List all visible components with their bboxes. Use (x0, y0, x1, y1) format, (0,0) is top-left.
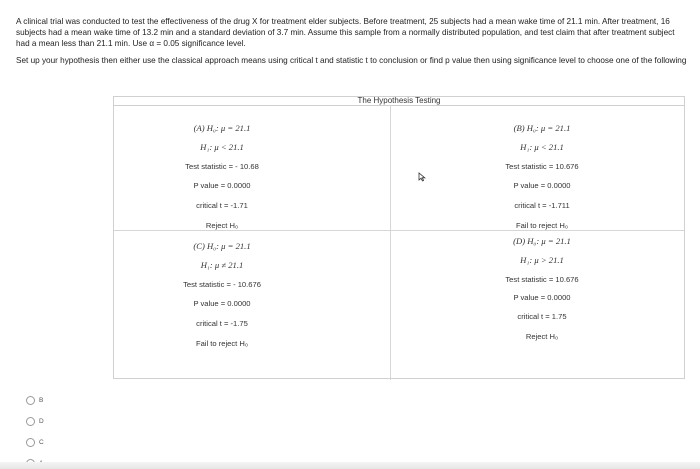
option-a-p-value: P value = 0.0000 (193, 181, 251, 190)
vertical-divider (390, 105, 391, 380)
option-c-critical-t: critical t = -1.75 (196, 319, 248, 328)
option-a-decision: Reject H₀ (205, 221, 239, 230)
option-d-test-statistic: Test statistic = 10.676 (505, 275, 579, 284)
option-d-critical-t: critical t = 1.75 (517, 312, 567, 321)
option-b-critical-t: critical t = -1.711 (514, 201, 570, 210)
option-a-alt-hypothesis: H₁: μ < 21.1 (200, 142, 244, 152)
option-a-null-hypothesis: (A) H₀: μ = 21.1 (193, 123, 251, 133)
option-c-alt-hypothesis: H₁: μ ≠ 21.1 (200, 260, 244, 270)
option-c-p-value: P value = 0.0000 (193, 299, 251, 308)
choice-c-label: C (39, 438, 44, 446)
horizontal-divider (114, 230, 684, 231)
option-b-null-hypothesis: (B) H₀: μ = 21.1 (513, 123, 571, 133)
option-c-test-statistic: Test statistic = - 10.676 (183, 280, 261, 289)
choice-c[interactable] (26, 436, 44, 448)
hypothesis-panel (113, 96, 685, 379)
option-d-decision: Reject H₀ (525, 332, 559, 341)
radio-button[interactable] (26, 396, 35, 405)
choice-b-label: B (39, 396, 44, 404)
option-c-null-hypothesis: (C) H₀: μ = 21.1 (193, 241, 251, 251)
question-text: A clinical trial was conducted to test the effectiveness of the drug X for treatment elder subjects. Before treatment, 25 subjects had a mean wake time of 21.1 min. After treatment, 16 subjects had a mean wake time of 13.2 min and a standard deviation of 3.7 min. Assume this sample from a normally distributed population, and test claim that after treatment subject had a mean less than 21.1 min. Use α = 0.05 significance level. (16, 17, 675, 48)
option-d-alt-hypothesis: H₁: μ > 21.1 (520, 255, 564, 265)
option-d-null-hypothesis: (D) H₀: μ = 21.1 (513, 236, 571, 246)
option-b-p-value: P value = 0.0000 (513, 181, 571, 190)
radio-button[interactable] (26, 438, 35, 447)
instruction-text: Set up your hypothesis then either use the classical approach means using critical t and statistic t to conclusion or find p value then using significance level to choose one of the following (16, 56, 687, 65)
choice-b[interactable] (26, 394, 43, 406)
bottom-edge (0, 462, 700, 469)
option-d-p-value: P value = 0.0000 (513, 293, 571, 302)
choice-d[interactable] (26, 415, 44, 427)
option-b-test-statistic: Test statistic = 10.676 (505, 162, 579, 171)
option-a-critical-t: critical t = -1.71 (196, 201, 248, 210)
option-b-decision: Fail to reject H₀ (515, 221, 569, 230)
option-b-alt-hypothesis: H₁: μ < 21.1 (520, 142, 564, 152)
choice-d-label: D (39, 417, 44, 425)
mouse-cursor-icon (418, 172, 426, 182)
radio-button[interactable] (26, 417, 35, 426)
panel-title: The Hypothesis Testing (357, 96, 441, 105)
option-a-test-statistic: Test statistic = - 10.68 (185, 162, 259, 171)
option-c-decision: Fail to reject H₀ (195, 339, 249, 348)
title-divider (114, 105, 684, 106)
